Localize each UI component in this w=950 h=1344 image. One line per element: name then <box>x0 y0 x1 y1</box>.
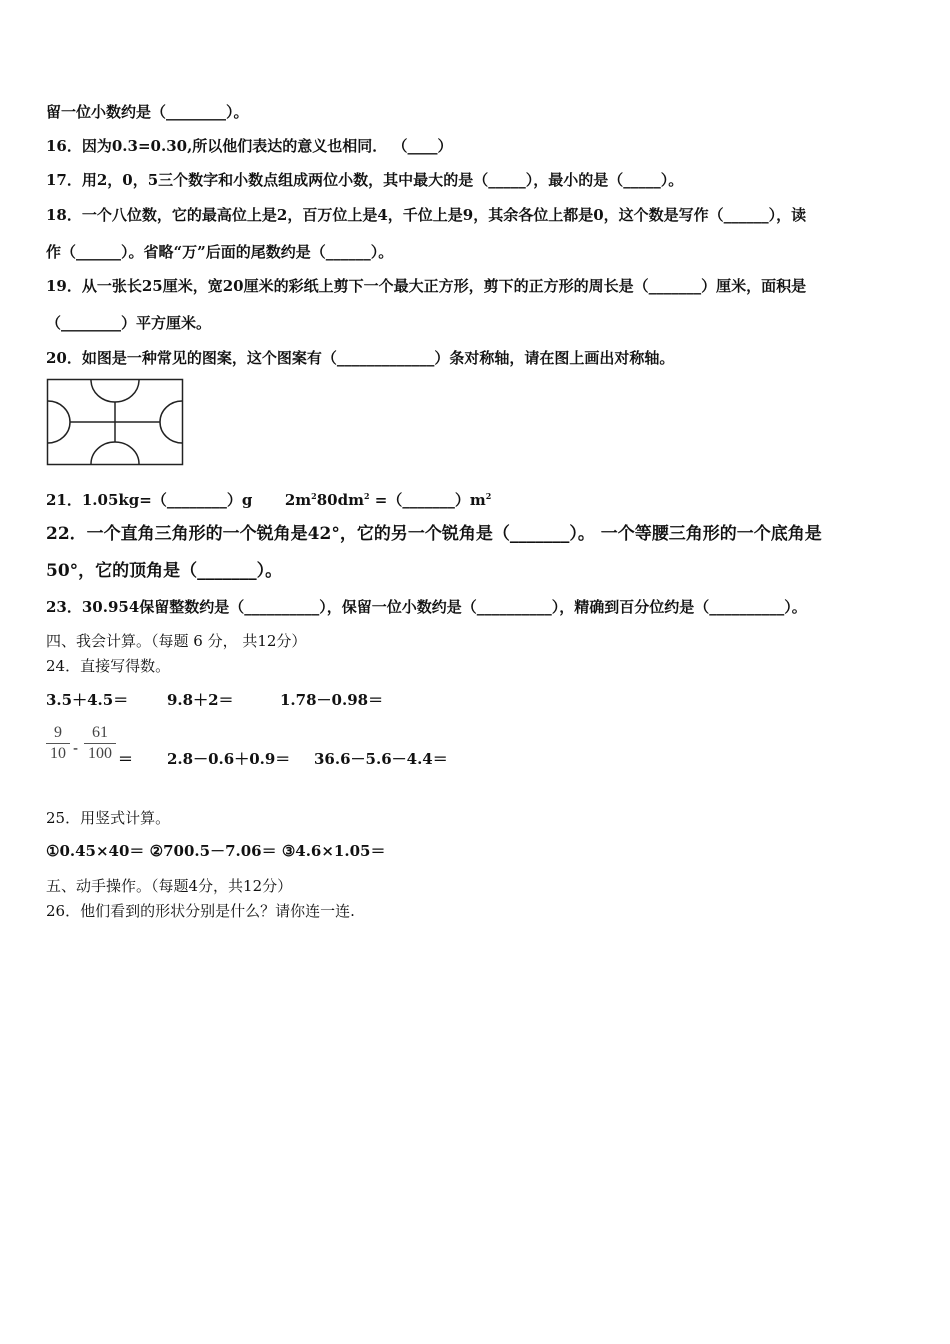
question-21 <box>46 490 491 510</box>
question-18-line1: 18．一个八位数，它的最高位上是2，百万位上是4，千位上是9，其余各位上都是0，这个数是写作（______），读 <box>46 206 807 224</box>
question-25-items: ①0.45×40＝ ②700.5－7.06＝ ③4.6×1.05＝ <box>46 842 386 860</box>
symmetry-pattern-figure[interactable] <box>46 378 184 466</box>
q21-part3: 80dm <box>316 491 364 509</box>
q21-part2: 2m <box>284 491 312 509</box>
frac1-denominator: 10 <box>50 745 66 762</box>
question-23: 23．30.954保留整数约是（__________），保留一位小数约是（__________），精确到百分位约是（__________）。 <box>46 598 807 616</box>
q21-part1: 21．1.05kg=（________）g <box>46 491 253 509</box>
question-18-line2: 作（______）。省略“万”后面的尾数约是（______）。 <box>46 243 394 261</box>
calc-2: 9.8＋2＝ <box>167 691 234 709</box>
calc-5: 2.8－0.6＋0.9＝ <box>167 750 291 768</box>
question-22-line1: 22．一个直角三角形的一个锐角是42°，它的另一个锐角是（_______）。 一个等腰三角形的一个底角是 <box>46 524 822 544</box>
question-20: 20．如图是一种常见的图案，这个图案有（_____________）条对称轴，请在图上画出对称轴。 <box>46 349 675 367</box>
calc-1: 3.5＋4.5＝ <box>46 691 129 709</box>
question-24: 24．直接写得数。 <box>46 657 171 675</box>
fraction-61-100 <box>84 724 116 763</box>
question-26: 26．他们看到的形状分别是什么？请你连一连. <box>46 902 355 920</box>
q21-sup1: 2 <box>311 491 317 501</box>
frac2-denominator: 100 <box>88 745 112 762</box>
question-16: 16．因为0.3=0.30,所以他们表达的意义也相同． （____） <box>46 137 453 155</box>
calc-4-equals: ＝ <box>118 750 134 768</box>
calc-3: 1.78－0.98＝ <box>280 691 384 709</box>
calc-6: 36.6－5.6－4.4＝ <box>314 750 448 768</box>
frac1-numerator: 9 <box>46 724 70 744</box>
fraction-9-10 <box>46 724 70 763</box>
q21-sup2: 2 <box>363 491 370 501</box>
q15-continuation: 留一位小数约是（________）。 <box>46 103 249 121</box>
question-19-line2: （________）平方厘米。 <box>46 314 212 332</box>
question-25: 25．用竖式计算。 <box>46 809 171 827</box>
frac2-numerator: 61 <box>84 724 116 744</box>
question-19-line1: 19．从一张长25厘米，宽20厘米的彩纸上剪下一个最大正方形，剪下的正方形的周长是（_______）厘米，面积是 <box>46 277 807 295</box>
section-5-heading: 五、动手操作。（每题4分，共12分） <box>46 877 293 895</box>
question-17: 17．用2，0，5三个数字和小数点组成两位小数，其中最大的是（_____），最小的是（_____）。 <box>46 171 684 189</box>
q21-sup3: 2 <box>485 491 492 501</box>
section-4-heading: 四、我会计算。（每题 6 分， 共12分） <box>46 632 307 650</box>
question-22-line2: 50°，它的顶角是（_______）。 <box>46 561 283 581</box>
minus-sign: - <box>73 739 79 757</box>
q21-part4: =（_______）m <box>374 491 486 509</box>
